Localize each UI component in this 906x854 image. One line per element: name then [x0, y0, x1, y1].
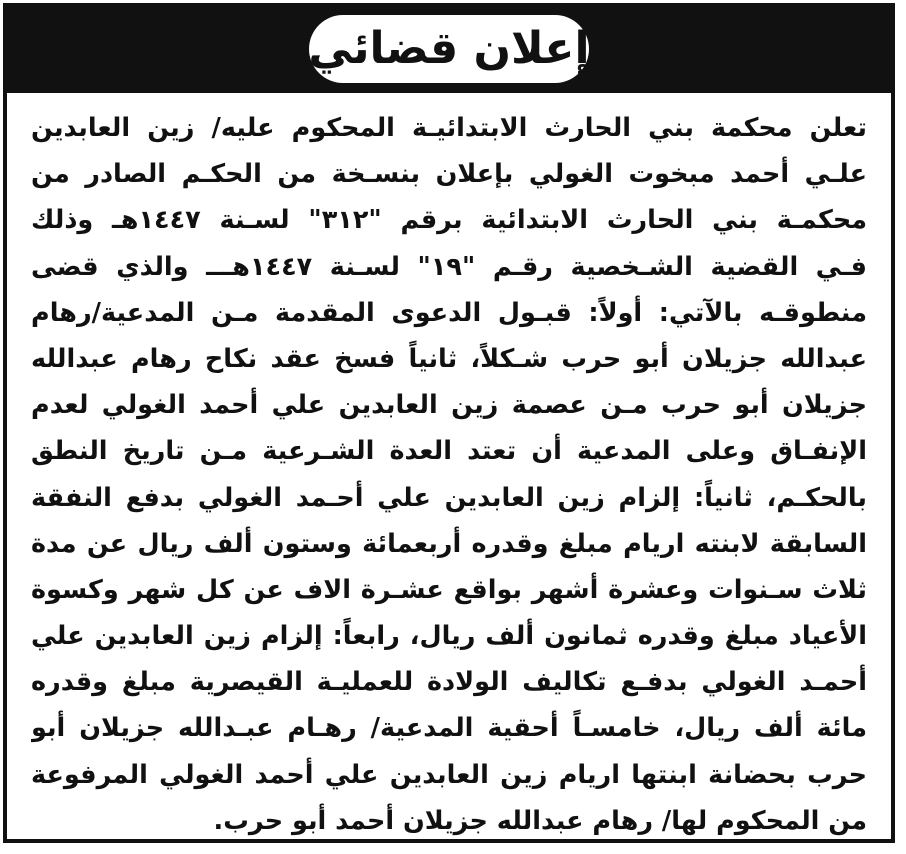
body-line: أحمـد الغولي بدفـع تكاليف الولادة للعمليـة القيصرية مبلغ وقدره [31, 667, 867, 698]
body-line: السابقة لابنته اريام مبلغ وقدره أربعمائة وستون ألف ريال عن مدة [31, 528, 867, 559]
title-badge [309, 15, 589, 83]
body-line: من المحكوم لها/ رهام عبدالله جزيلان أحمد أبو حرب. [213, 805, 867, 836]
body-line: ثلاث سـنوات وعشرة أشهر بواقع عشـرة الاف عن كل شهر وكسوة [31, 574, 867, 605]
body-line: محكمـة بني الحارث الابتدائية برقم "٣١٢" لسـنة ١٤٤٧هـ وذلك [31, 205, 867, 236]
body-line: مائة ألف ريال، خامسـاً أحقية المدعية/ رهـام عبـدالله جزيلان أبو [31, 713, 867, 744]
body-line: منطوقـه بالآتي: أولاً: قبـول الدعوى المقدمة مـن المدعية/رهام [31, 297, 867, 328]
notice-body [31, 105, 867, 844]
body-line: بالحكـم، ثانياً: إلزام زين العابدين علي أحـمد الغولي بدفع النفقة [31, 482, 867, 513]
title-bar [7, 7, 891, 93]
body-line: حرب بحضانة ابنتها اريام زين العابدين علي أحمد الغولي المرفوعة [31, 759, 867, 790]
body-line: فـي القضية الشـخصية رقـم "١٩" لسـنة ١٤٤٧هـــ والذي قضى [31, 251, 867, 282]
notice-title: إعلان قضائي [308, 23, 590, 74]
body-line: جزيلان أبو حرب مـن عصمة زين العابدين علي أحمد الغولي لعدم [31, 390, 867, 421]
body-line: عبدالله جزيلان أبو حرب شـكلاً، ثانياً فسخ عقد نكاح رهام عبدالله [31, 343, 867, 374]
judicial-notice [3, 3, 895, 843]
body-line: الأعياد مبلغ وقدره ثمانون ألف ريال، رابعاً: إلزام زين العابدين علي [31, 621, 867, 652]
body-line: تعلن محكمة بني الحارث الابتدائيـة المحكوم عليه/ زين العابدين [31, 113, 867, 143]
body-line: علـي أحمد مبخوت الغولي بإعلان بنسـخة من الحكـم الصادر من [31, 159, 867, 190]
body-line: الإنفـاق وعلى المدعية أن تعتد العدة الشـرعية مـن تاريخ النطق [31, 436, 867, 467]
